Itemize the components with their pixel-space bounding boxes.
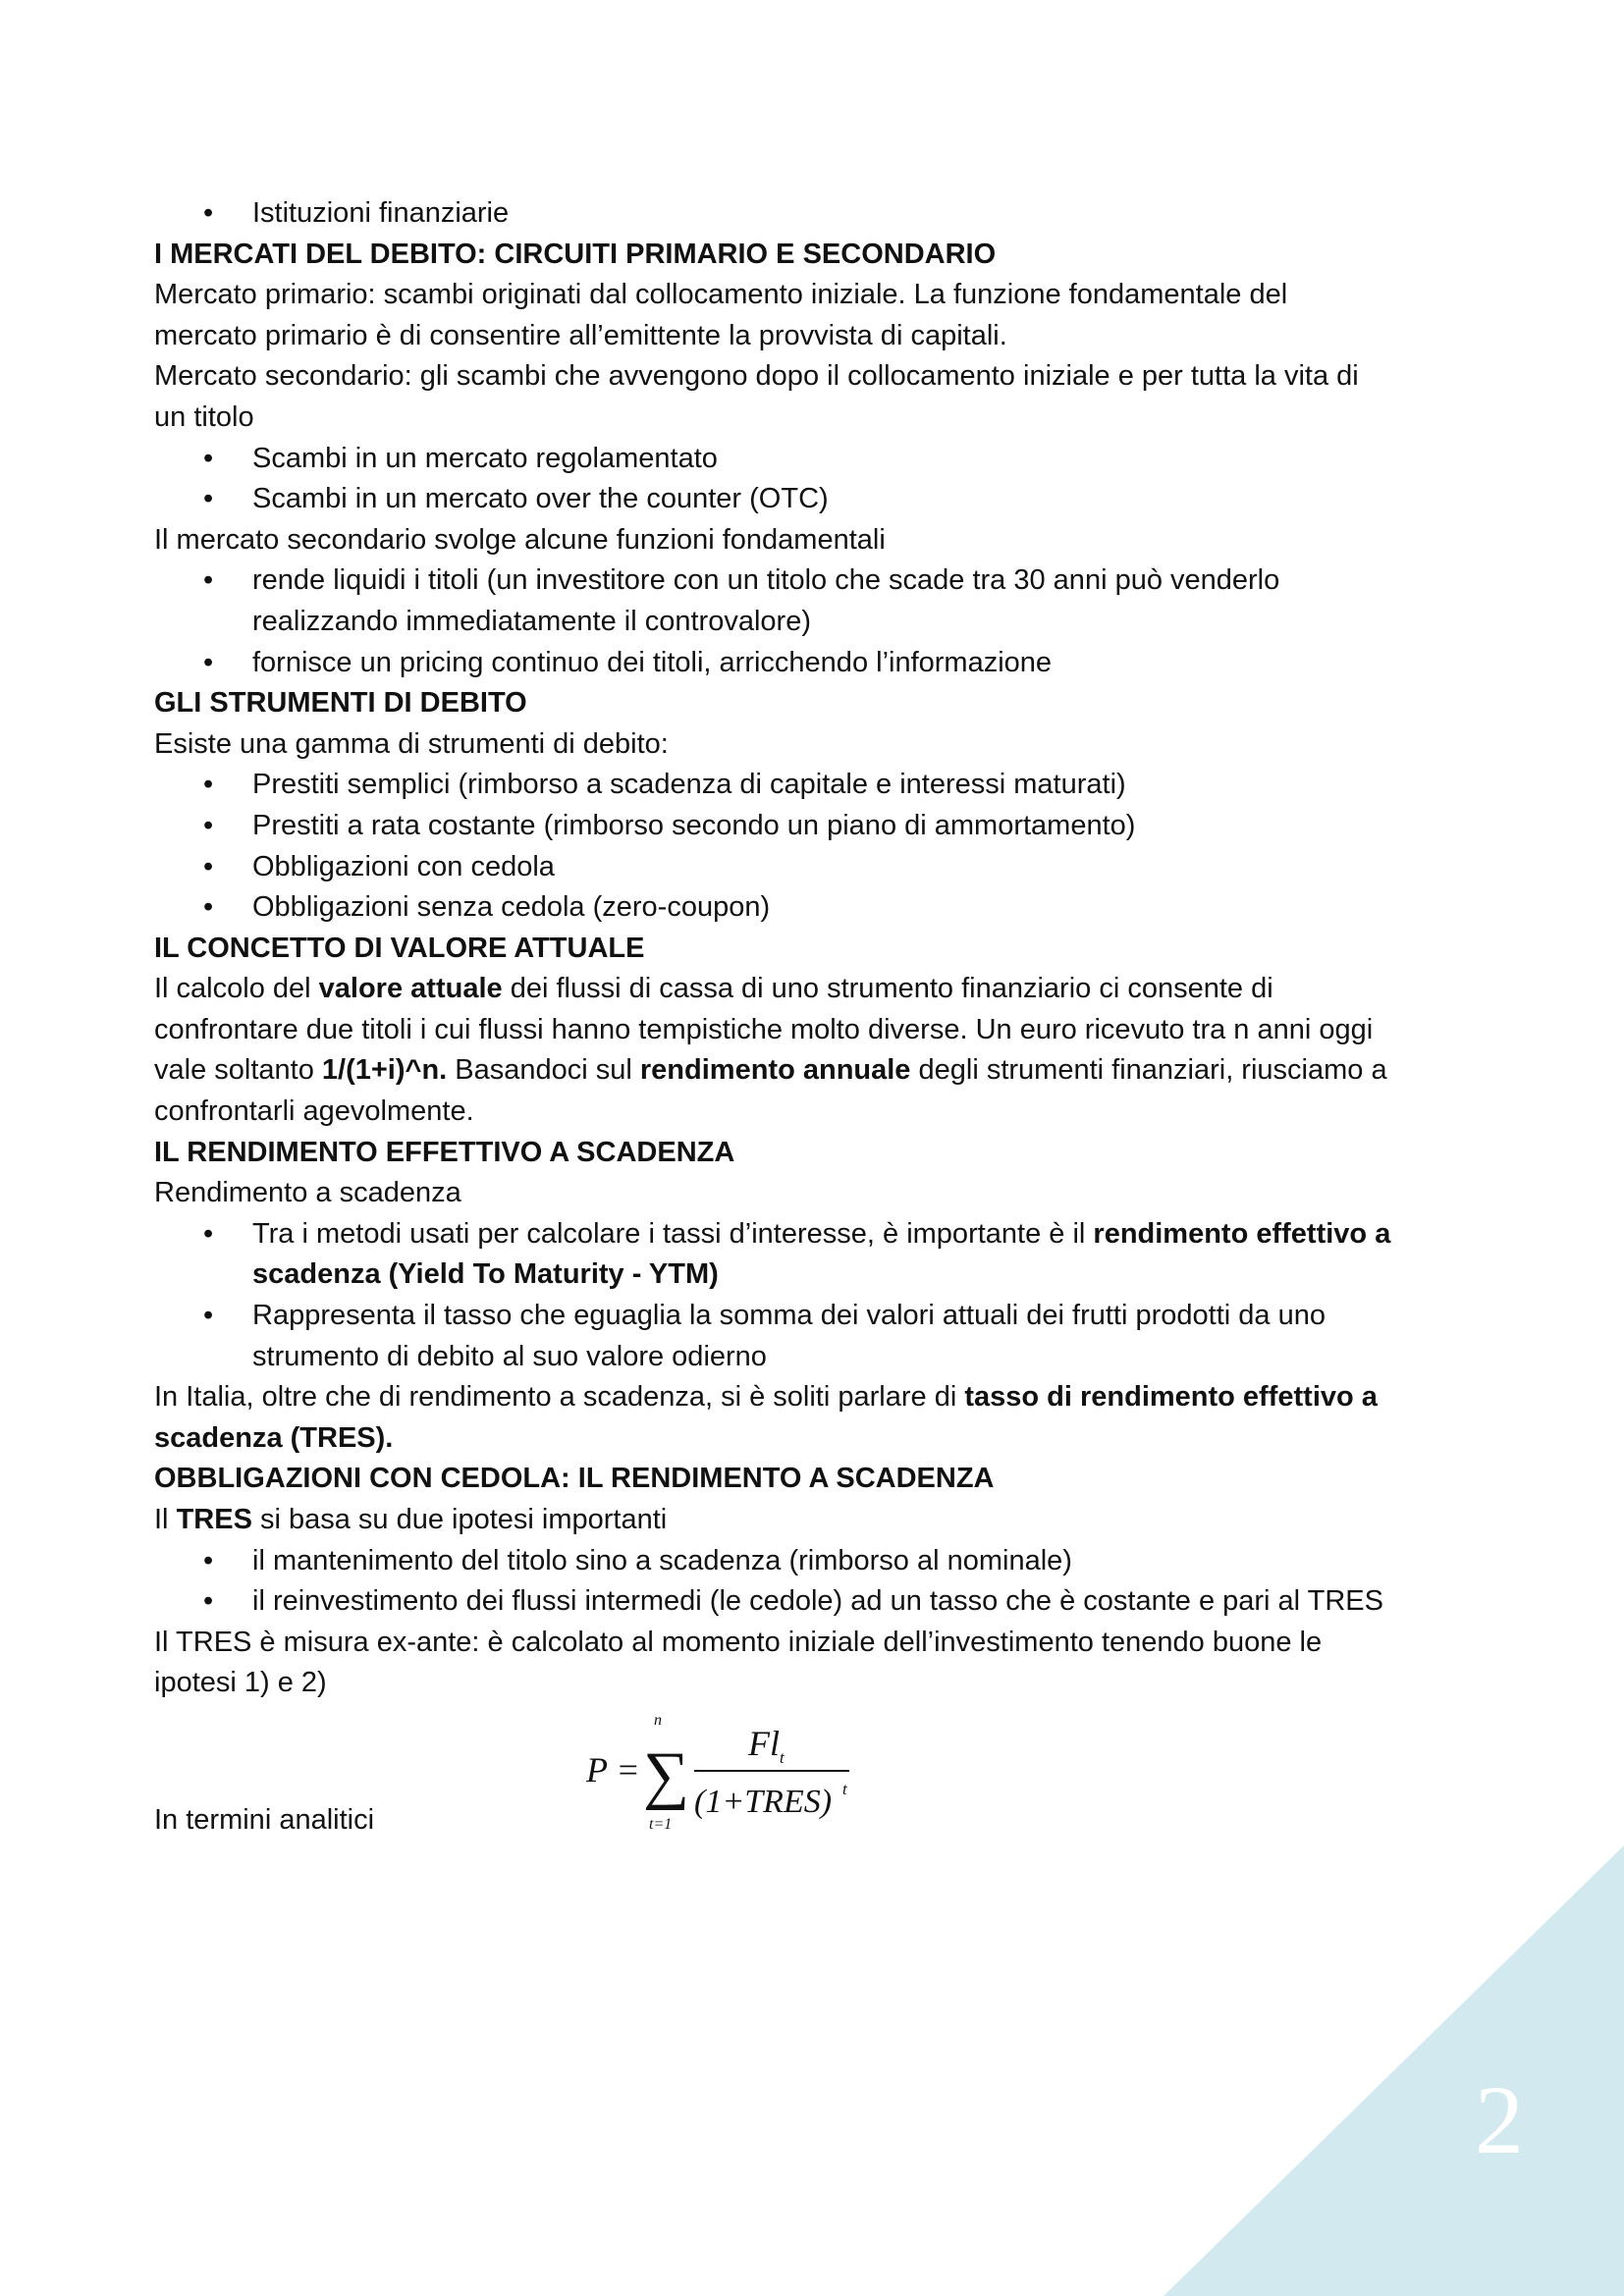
section-heading-rendimento: IL RENDIMENTO EFFETTIVO A SCADENZA <box>154 1136 735 1168</box>
section-heading-valore-attuale: IL CONCETTO DI VALORE ATTUALE <box>154 932 645 964</box>
list-item-line: realizzando immediatamente il controvalore) <box>252 605 811 637</box>
secondary-market-list <box>154 439 1470 520</box>
section-heading-mercati: I MERCATI DEL DEBITO: CIRCUITI PRIMARIO E SECONDARIO <box>154 238 997 270</box>
formula-row <box>154 1704 1470 1846</box>
intro-list <box>154 193 1470 235</box>
list-item-line: rende liquidi i titoli (un investitore con un titolo che scade tra 30 anni può venderlo <box>252 564 1280 597</box>
list-item: • il reinvestimento dei flussi intermedi (le cedole) ad un tasso che è costante e pari al TRES <box>154 1581 1470 1623</box>
text-run: degli strumenti finanziari, riusciamo a <box>910 1054 1387 1087</box>
list-item: • fornisce un pricing continuo dei titoli, arricchendo l’informazione <box>154 643 1470 684</box>
formula-denominator-exponent: t <box>842 1779 847 1798</box>
text-run: Basandoci sul <box>447 1054 640 1087</box>
list-item: • Prestiti a rata costante (rimborso secondo un piano di ammortamento) <box>154 806 1470 847</box>
formula-numerator: $Fl_t$ <box>748 1723 785 1767</box>
text-run: dei flussi di cassa di uno strumento finanziario ci consente di <box>502 973 1273 1005</box>
list-item: • Prestiti semplici (rimborso a scadenza di capitale e interessi maturati) <box>154 765 1470 806</box>
text-run: Il <box>154 1504 177 1535</box>
bold-text: scadenza (Yield To Maturity - YTM) <box>252 1258 719 1291</box>
paragraph-line <box>154 1050 1470 1092</box>
text-run: Rappresenta il tasso che eguaglia la somma dei valori attuali dei frutti prodotti da uno <box>252 1300 1326 1332</box>
text-run: In Italia, oltre che di rendimento a scadenza, si è soliti parlare di <box>154 1381 965 1414</box>
paragraph-line <box>154 1418 1470 1460</box>
page-number: 2 <box>1475 2065 1524 2174</box>
text-run: si basa su due ipotesi importanti <box>251 1504 668 1535</box>
tres-formula <box>586 1708 881 1841</box>
paragraph-line: Esiste una gamma di strumenti di debito: <box>154 727 669 760</box>
list-item <box>154 1296 1470 1377</box>
text-run: Il calcolo del <box>154 973 319 1005</box>
instruments-list <box>154 765 1470 928</box>
bold-text: tasso di rendimento effettivo a <box>964 1381 1378 1414</box>
paragraph-line: un titolo <box>154 400 254 433</box>
bold-text: valore attuale <box>318 973 503 1005</box>
section-heading-obbligazioni: OBBLIGAZIONI CON CEDOLA: IL RENDIMENTO A SCADENZA <box>154 1463 995 1495</box>
text-run: vale soltanto <box>154 1054 322 1087</box>
paragraph-line: mercato primario è di consentire all’emittente la provvista di capitali. <box>154 319 1007 351</box>
paragraph-line: Mercato primario: scambi originati dal collocamento iniziale. La funzione fondamentale del <box>154 279 1288 311</box>
functions-list <box>154 561 1470 683</box>
paragraph-line: Il mercato secondario svolge alcune funzioni fondamentali <box>154 523 886 556</box>
bold-text: rendimento annuale <box>639 1054 911 1087</box>
bold-text: scadenza (TRES). <box>154 1421 394 1454</box>
list-item: • Obbligazioni con cedola <box>154 847 1470 888</box>
paragraph-line: Mercato secondario: gli scambi che avvengono dopo il collocamento iniziale e per tutta la vita di <box>154 360 1359 393</box>
list-item <box>154 561 1470 642</box>
paragraph-line: confrontarli agevolmente. <box>154 1095 474 1128</box>
list-item: • Scambi in un mercato over the counter (OTC) <box>154 479 1470 520</box>
paragraph-line: ipotesi 1) e 2) <box>154 1667 327 1699</box>
bold-text: rendimento effettivo a <box>1093 1217 1391 1250</box>
text-run: strumento di debito al suo valore odierno <box>252 1340 767 1372</box>
paragraph-line: Rendimento a scadenza <box>154 1177 461 1209</box>
section-heading-strumenti: GLI STRUMENTI DI DEBITO <box>154 687 527 720</box>
hypotheses-list <box>154 1541 1470 1623</box>
paragraph-line: confrontare due titoli i cui flussi hanno tempistiche molto diverse. Un euro ricevuto tra n anni oggi <box>154 1013 1374 1045</box>
formula-lhs: P = <box>586 1749 640 1789</box>
paragraph-line: Il TRES è misura ex-ante: è calcolato al momento iniziale dell’investimento tenendo buone le <box>154 1626 1323 1658</box>
list-item: • Scambi in un mercato regolamentato <box>154 439 1470 480</box>
ytm-list <box>154 1214 1470 1377</box>
paragraph-line <box>154 969 1470 1010</box>
formula-denominator: (1+TRES) <box>694 1783 833 1820</box>
bold-text: TRES <box>176 1504 252 1535</box>
list-item: • Istituzioni finanziarie <box>154 193 1470 235</box>
formula-label: In termini analitici <box>154 1803 375 1836</box>
document-body <box>154 193 1470 1846</box>
formula-sum-lower: t=1 <box>649 1815 673 1833</box>
paragraph-line <box>154 1377 1470 1418</box>
list-item <box>154 1214 1470 1296</box>
list-item: • il mantenimento del titolo sino a scadenza (rimborso al nominale) <box>154 1541 1470 1582</box>
bold-text: 1/(1+i)^n. <box>321 1054 448 1087</box>
formula-sum-upper: n <box>654 1711 662 1729</box>
list-item: • Obbligazioni senza cedola (zero-coupon) <box>154 887 1470 929</box>
text-run: Tra i metodi usati per calcolare i tassi d’interesse, è importante è il <box>252 1217 1094 1250</box>
paragraph-line <box>154 1500 1470 1541</box>
sigma-icon: ∑ <box>643 1738 690 1811</box>
